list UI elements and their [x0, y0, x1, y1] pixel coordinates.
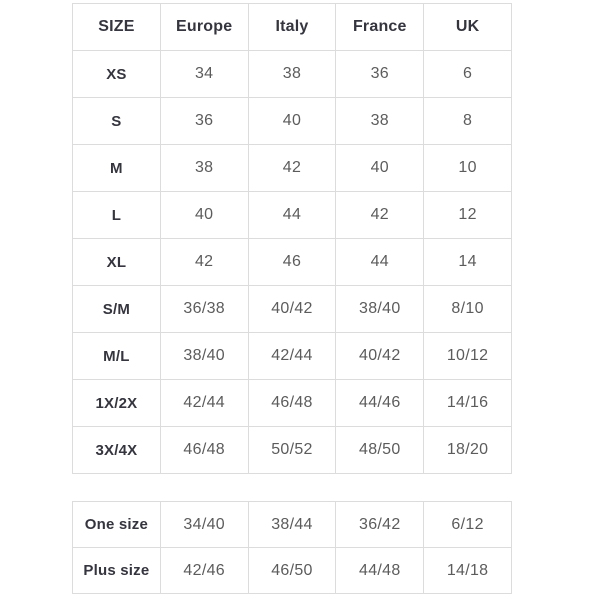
size-value-cell: 10 — [424, 145, 512, 192]
size-value-cell: 42 — [336, 192, 424, 239]
size-label-cell: XS — [73, 51, 161, 98]
size-value-cell: 38 — [336, 98, 424, 145]
size-value-cell: 46/50 — [248, 548, 336, 594]
size-conversion-table-header — [73, 4, 512, 51]
header-cell-europe: Europe — [160, 4, 248, 51]
size-value-cell: 8 — [424, 98, 512, 145]
size-label-cell: S/M — [73, 286, 161, 333]
size-value-cell: 36 — [336, 51, 424, 98]
special-sizes-table-body — [73, 502, 512, 594]
size-value-cell: 6/12 — [424, 502, 512, 548]
size-value-cell: 36/42 — [336, 502, 424, 548]
table-row — [73, 548, 512, 594]
header-cell-uk: UK — [424, 4, 512, 51]
size-value-cell: 42 — [248, 145, 336, 192]
header-cell-france: France — [336, 4, 424, 51]
size-value-cell: 14 — [424, 239, 512, 286]
header-cell-size: SIZE — [73, 4, 161, 51]
size-value-cell: 18/20 — [424, 427, 512, 474]
table-row — [73, 502, 512, 548]
size-value-cell: 38/40 — [160, 333, 248, 380]
size-conversion-table-body — [73, 51, 512, 474]
size-value-cell: 44/48 — [336, 548, 424, 594]
size-value-cell: 44/46 — [336, 380, 424, 427]
table-row — [73, 286, 512, 333]
special-sizes-table — [72, 501, 512, 594]
size-value-cell: 46/48 — [160, 427, 248, 474]
size-label-cell: One size — [73, 502, 161, 548]
size-value-cell: 42/44 — [160, 380, 248, 427]
size-label-cell: S — [73, 98, 161, 145]
size-value-cell: 40 — [160, 192, 248, 239]
table-row — [73, 192, 512, 239]
size-conversion-table — [72, 3, 512, 474]
size-label-cell: M — [73, 145, 161, 192]
size-value-cell: 50/52 — [248, 427, 336, 474]
size-label-cell: XL — [73, 239, 161, 286]
size-value-cell: 38/40 — [336, 286, 424, 333]
size-label-cell: M/L — [73, 333, 161, 380]
table-row — [73, 333, 512, 380]
size-value-cell: 12 — [424, 192, 512, 239]
size-value-cell: 40/42 — [336, 333, 424, 380]
size-value-cell: 14/16 — [424, 380, 512, 427]
header-row — [73, 4, 512, 51]
size-label-cell: 1X/2X — [73, 380, 161, 427]
size-value-cell: 34/40 — [160, 502, 248, 548]
size-value-cell: 10/12 — [424, 333, 512, 380]
table-row — [73, 51, 512, 98]
size-value-cell: 46 — [248, 239, 336, 286]
size-label-cell: L — [73, 192, 161, 239]
size-value-cell: 38 — [160, 145, 248, 192]
header-cell-italy: Italy — [248, 4, 336, 51]
size-value-cell: 40/42 — [248, 286, 336, 333]
table-row — [73, 98, 512, 145]
size-value-cell: 36/38 — [160, 286, 248, 333]
size-value-cell: 8/10 — [424, 286, 512, 333]
size-value-cell: 46/48 — [248, 380, 336, 427]
size-value-cell: 38/44 — [248, 502, 336, 548]
table-row — [73, 145, 512, 192]
table-row — [73, 239, 512, 286]
size-value-cell: 42/44 — [248, 333, 336, 380]
size-value-cell: 6 — [424, 51, 512, 98]
size-label-cell: 3X/4X — [73, 427, 161, 474]
size-label-cell: Plus size — [73, 548, 161, 594]
table-row — [73, 380, 512, 427]
size-value-cell: 42 — [160, 239, 248, 286]
size-value-cell: 44 — [248, 192, 336, 239]
size-value-cell: 44 — [336, 239, 424, 286]
size-value-cell: 40 — [336, 145, 424, 192]
size-value-cell: 42/46 — [160, 548, 248, 594]
size-value-cell: 14/18 — [424, 548, 512, 594]
size-value-cell: 48/50 — [336, 427, 424, 474]
size-value-cell: 38 — [248, 51, 336, 98]
size-chart-wrapper — [72, 3, 512, 594]
size-value-cell: 40 — [248, 98, 336, 145]
size-value-cell: 34 — [160, 51, 248, 98]
table-row — [73, 427, 512, 474]
size-value-cell: 36 — [160, 98, 248, 145]
